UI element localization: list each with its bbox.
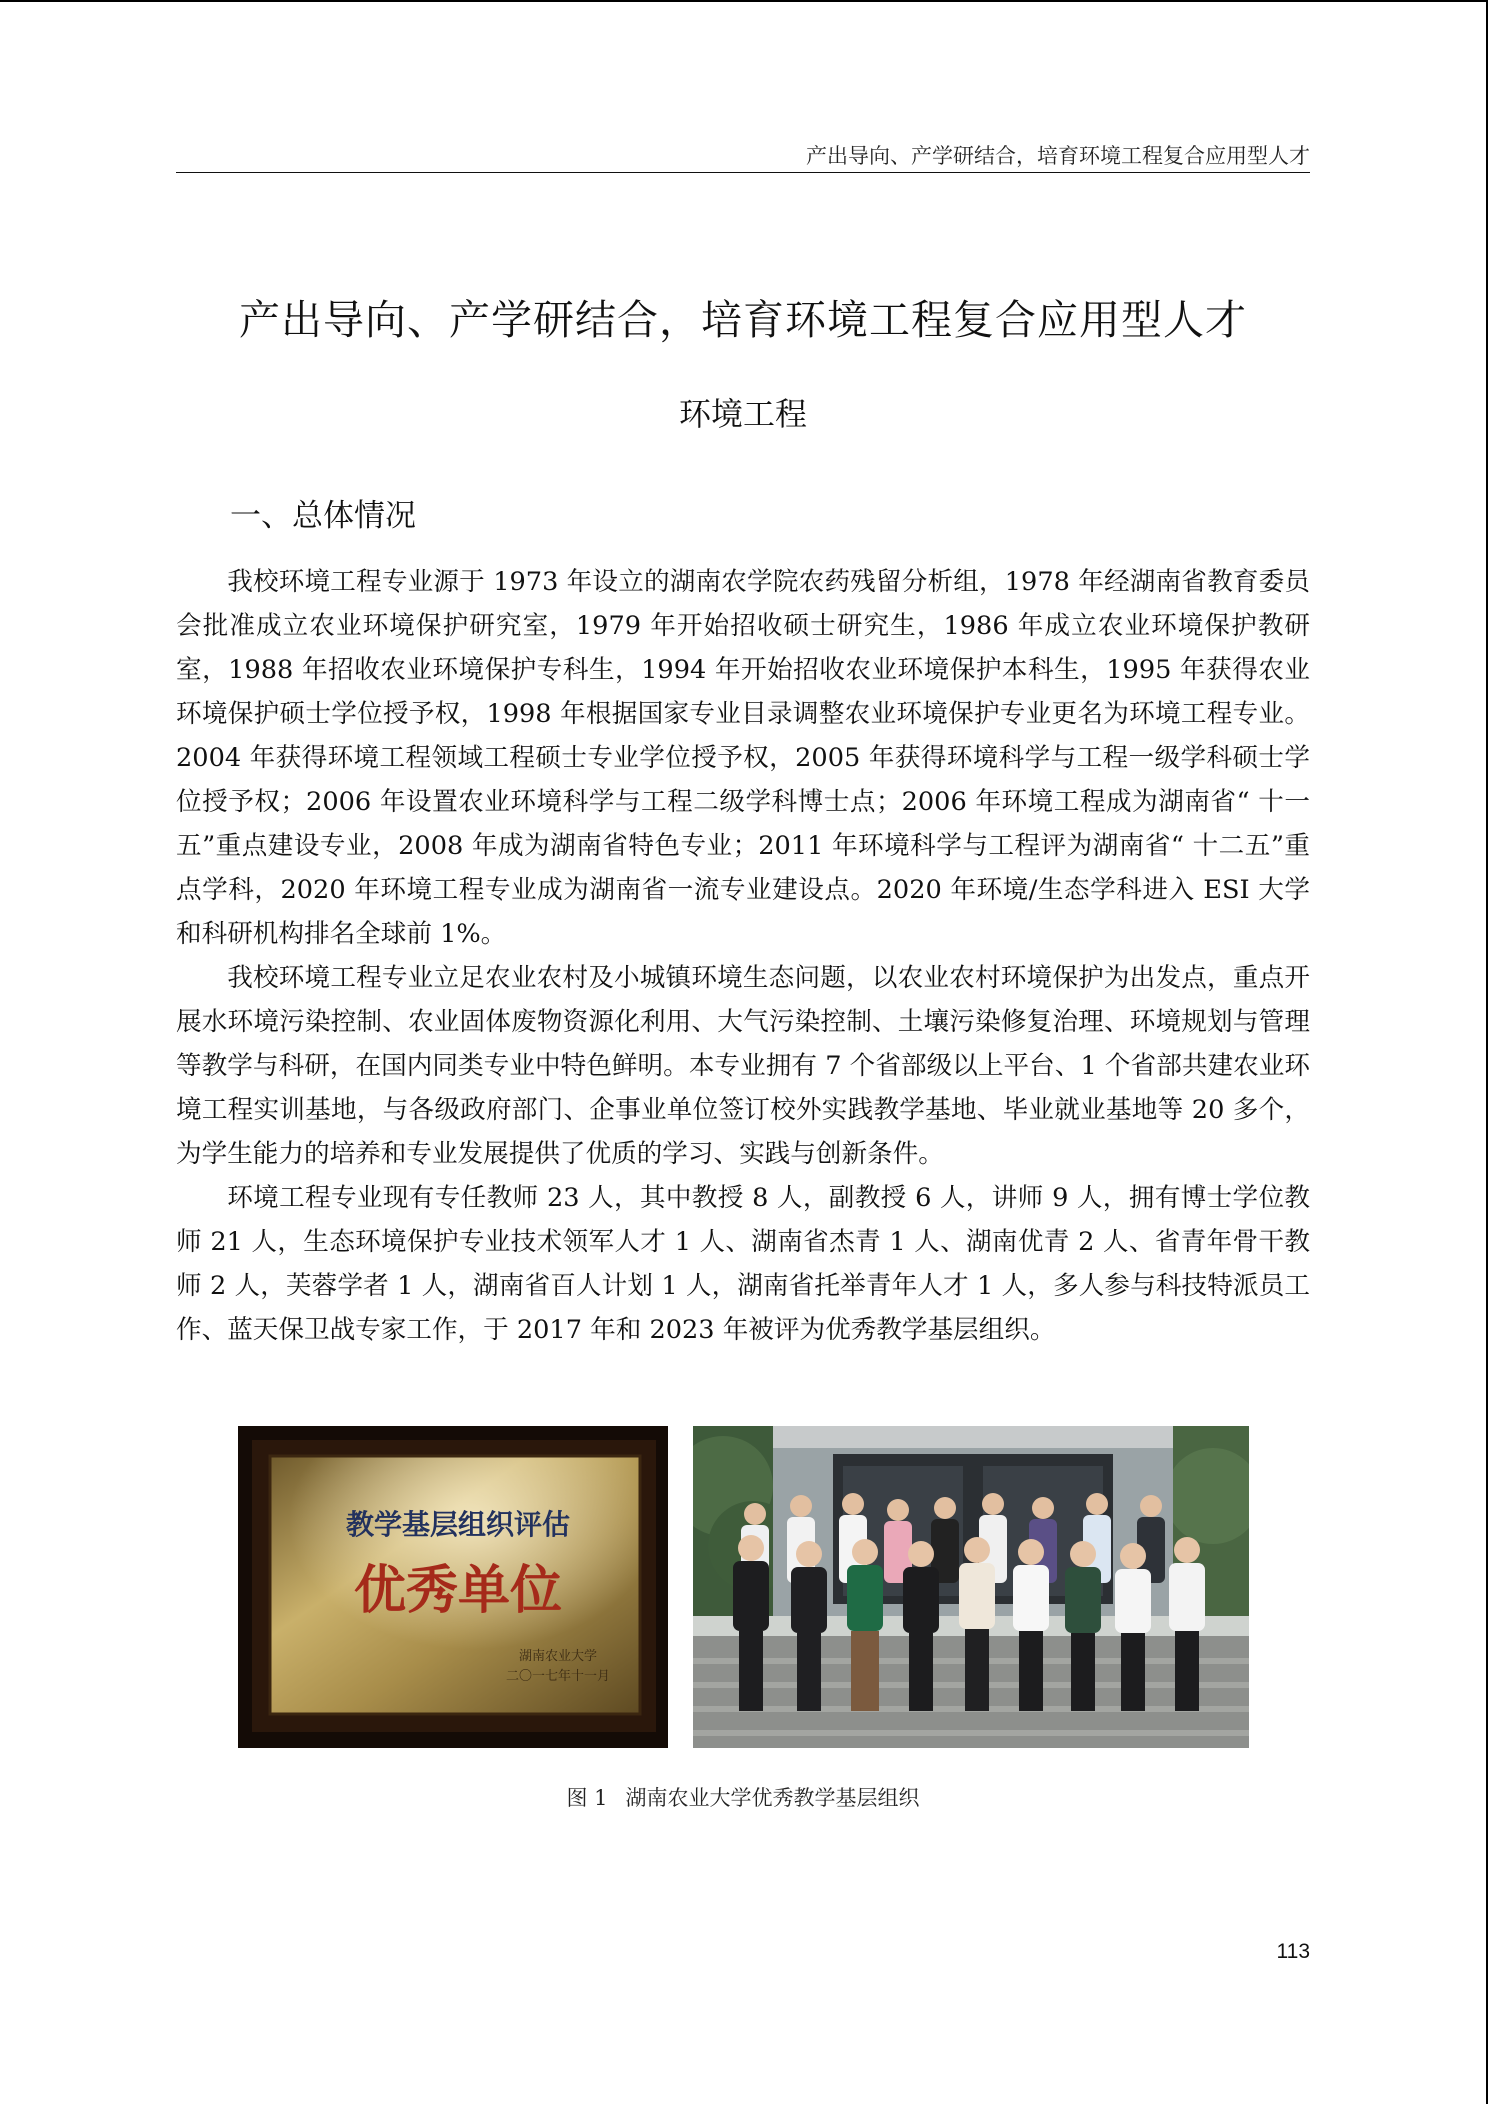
group-photo-illustration [693,1426,1249,1748]
page-border-top [0,0,1488,2]
figure-caption [176,1782,1310,1814]
paragraph-1: 我校环境工程专业源于 1973 年设立的湖南农学院农药残留分析组，1978 年经湖南省教育委员会批准成立农业环境保护研究室，1979 年开始招收硕士研究生，1986 年成立农业环境保护教研室，1988 年招收农业环境保护专科生，1994 年开始招收农业环境保护本科生，1995 年获得农业环境保护硕士学位授予权，1998 年根据国家专业目录调整农业环境保护专业更名为环境工程专业。2004 年获得环境工程领域工程硕士专业学位授予权，2005 年获得环境科学与工程一级学科硕士学位授予权；2006 年设置农业环境科学与工程二级学科博士点；2006 年环境工程成为湖南省“ 十一五”重点建设专业，2008 年成为湖南省特色专业；2011 年环境科学与工程评为湖南省“ 十二五”重点学科，2020 年环境工程专业成为湖南省一流专业建设点。2020 年环境/生态学科进入 ESI 大学和科研机构排名全球前 1%。 [176,567,1310,949]
article-subtitle: 环境工程 [678,395,807,433]
group-photo [693,1426,1249,1748]
header-rule [176,172,1310,173]
caption-number: 图 1 [566,1786,608,1810]
award-plaque-illustration [238,1426,668,1748]
section-heading: 一、总体情况 [230,498,416,534]
paragraph-2: 我校环境工程专业立足农业农村及小城镇环境生态问题，以农业农村环境保护为出发点，重点开展水环境污染控制、农业固体废物资源化利用、大气污染控制、土壤污染修复治理、环境规划与管理等教学与科研，在国内同类专业中特色鲜明。本专业拥有 7 个省部级以上平台、1 个省部共建农业环境工程实训基地，与各级政府部门、企事业单位签订校外实践教学基地、毕业就业基地等 20 多个，为学生能力的培养和专业发展提供了优质的学习、实践与创新条件。 [176,963,1310,1169]
paragraph-3: 环境工程专业现有专任教师 23 人，其中教授 8 人，副教授 6 人，讲师 9 人，拥有博士学位教师 21 人，生态环境保护专业技术领军人才 1 人、湖南省杰青 1 人、湖南优青 2 人、省青年骨干教师 2 人，芙蓉学者 1 人，湖南省百人计划 1 人，湖南省托举青年人才 1 人，多人参与科技特派员工作、蓝天保卫战专家工作，于 2017 年和 2023 年被评为优秀教学基层组织。 [176,1183,1310,1345]
plaque-date: 二〇一七年十一月 [505,1669,611,1684]
plaque-line1: 教学基层组织评估 [345,1508,571,1541]
running-header: 产出导向、产学研结合，培育环境工程复合应用型人才 [806,144,1310,168]
article-title: 产出导向、产学研结合，培育环境工程复合应用型人才 [239,296,1247,344]
caption-text: 湖南农业大学优秀教学基层组织 [625,1786,920,1810]
plaque-line2: 优秀单位 [353,1560,563,1621]
award-plaque-photo [238,1426,668,1748]
plaque-issuer: 湖南农业大学 [518,1649,598,1664]
page-number: 113 [1276,1940,1310,1963]
body-text [176,560,1310,1352]
